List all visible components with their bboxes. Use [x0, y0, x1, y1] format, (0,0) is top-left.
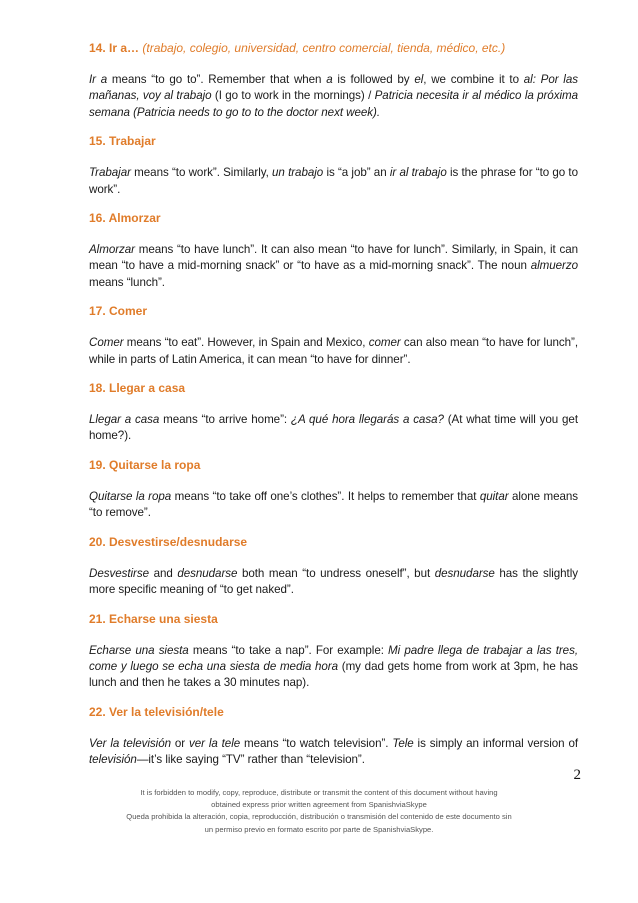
section-heading [89, 211, 578, 225]
text-run: means “to have lunch”. It can also mean “to have for lunch”. Similarly, in Spain, it can mean “to have a mid-morning snack” or “to have as a mid-morning snack”. The noun [89, 243, 578, 273]
section-heading [89, 458, 578, 472]
text-run: is “a job” an [323, 166, 390, 180]
section-paragraph [89, 566, 578, 599]
italic-text: Llegar a casa [89, 413, 160, 427]
italic-text: Ir a [89, 73, 108, 86]
italic-text: Trabajar [89, 166, 131, 180]
text-run: —it’s like saying “TV” rather than “television”. [136, 753, 365, 767]
italic-text: desnudarse [434, 566, 495, 580]
text-run: means “to take a nap”. For example: [188, 643, 389, 657]
text-run: or [171, 736, 189, 750]
section-heading [89, 612, 578, 626]
italic-text: quitar [479, 489, 509, 503]
section-paragraph [89, 643, 578, 692]
italic-text: al: Por las mañanas, voy al trabajo [89, 73, 578, 103]
text-run: means “to arrive home”: [159, 413, 291, 427]
text-run: is simply an informal version of [413, 736, 579, 750]
text-run: (my dad gets home from work at 3pm, he has lunch and then he takes a 30 minutes nap). [89, 659, 578, 690]
section-title: 21. Echarse una siesta [89, 611, 218, 626]
text-run: alone means “to remove”. [89, 489, 579, 520]
italic-text: Echarse una siesta [89, 643, 189, 657]
italic-text: Mi padre llega de trabajar a las tres, come y luego se echa una siesta de media hora [89, 643, 578, 673]
italic-text: televisión [89, 753, 137, 767]
italic-text: ir al trabajo [389, 166, 447, 180]
section-heading [89, 304, 578, 318]
section-title: 20. Desvestirse/desnudarse [89, 534, 248, 549]
section-heading [89, 535, 578, 549]
section-title: 19. Quitarse la ropa [89, 457, 201, 472]
section-paragraph [89, 412, 578, 445]
page-number: 2 [573, 767, 581, 783]
section-title: 14. Ir a… [89, 41, 140, 55]
italic-text: comer [368, 336, 401, 350]
text-run: (I go to work in the mornings) / [211, 89, 375, 103]
section-title: 22. Ver la televisión/tele [89, 704, 224, 719]
copyright-footer [40, 787, 598, 836]
footer-line: un permiso previo en formato escrito por parte de SpanishviaSkype. [204, 824, 434, 834]
text-run: means “to go to”. Remember that when [107, 73, 327, 86]
text-run: means “to take off one’s clothes”. It helps to remember that [171, 489, 480, 503]
text-run: means “to eat”. However, in Spain and Mexico, [123, 336, 369, 350]
italic-text: Comer [89, 336, 124, 350]
section-paragraph [89, 165, 578, 198]
footer-line: It is forbidden to modify, copy, reproduce, distribute or transmit the content of this document without having [140, 788, 498, 797]
italic-text: ver la tele [188, 736, 241, 750]
text-run: , we combine it to [423, 73, 524, 86]
italic-text: a [326, 73, 333, 86]
text-run: means “lunch”. [89, 275, 165, 289]
document-body [89, 41, 578, 782]
section-title: 17. Comer [89, 304, 148, 319]
italic-text: un trabajo [272, 166, 324, 180]
section-heading [89, 705, 578, 719]
italic-text: ¿A qué hora llegarás a casa? [290, 413, 444, 427]
italic-text: Almorzar [89, 243, 135, 257]
section-paragraph [89, 335, 578, 368]
section-paragraph [89, 736, 578, 769]
section-title: 18. Llegar a casa [89, 381, 186, 396]
footer-line: Queda prohibida la alteración, copia, reproducción, distribución o transmisión del contenido de este documento sin [126, 812, 512, 822]
text-run: and [149, 566, 178, 580]
text-run: means “to work”. Similarly, [130, 166, 273, 180]
italic-text: el [414, 73, 424, 86]
section-paragraph [89, 242, 578, 291]
text-run: (At what time will you get home?). [89, 413, 578, 443]
text-run: both mean “to undress oneself”, but [237, 566, 435, 580]
section-paragraph [89, 72, 578, 121]
text-run: is the phrase for “to go to work”. [89, 166, 579, 196]
section-heading [89, 381, 578, 395]
text-run: can also mean “to have for lunch”, while in parts of Latin America, it can mean “to have for dinner”. [89, 336, 578, 366]
italic-text: Quitarse la ropa [89, 489, 172, 503]
section-title: 15. Trabajar [89, 134, 156, 149]
italic-text: desnudarse [177, 566, 238, 580]
text-run: means “to watch television”. [240, 736, 393, 750]
italic-text: Tele [392, 736, 414, 750]
italic-text: Desvestirse [89, 566, 150, 580]
section-heading [89, 134, 578, 148]
italic-text: Patricia necesita ir al médico la próxima semana (Patricia needs to go to to the doctor next week). [89, 89, 578, 119]
text-run: has the slightly more specific meaning of “to get naked”. [89, 566, 578, 597]
text-run: is followed by [332, 73, 415, 86]
footer-line: obtained express prior written agreement from SpanishviaSkype [211, 800, 427, 810]
italic-text: Ver la televisión [89, 736, 171, 750]
section-paragraph [89, 489, 578, 522]
section-heading [89, 41, 578, 55]
italic-text: almuerzo [530, 259, 578, 273]
section-subtitle: (trabajo, colegio, universidad, centro comercial, tienda, médico, etc.) [139, 41, 506, 55]
section-title: 16. Almorzar [89, 211, 161, 226]
